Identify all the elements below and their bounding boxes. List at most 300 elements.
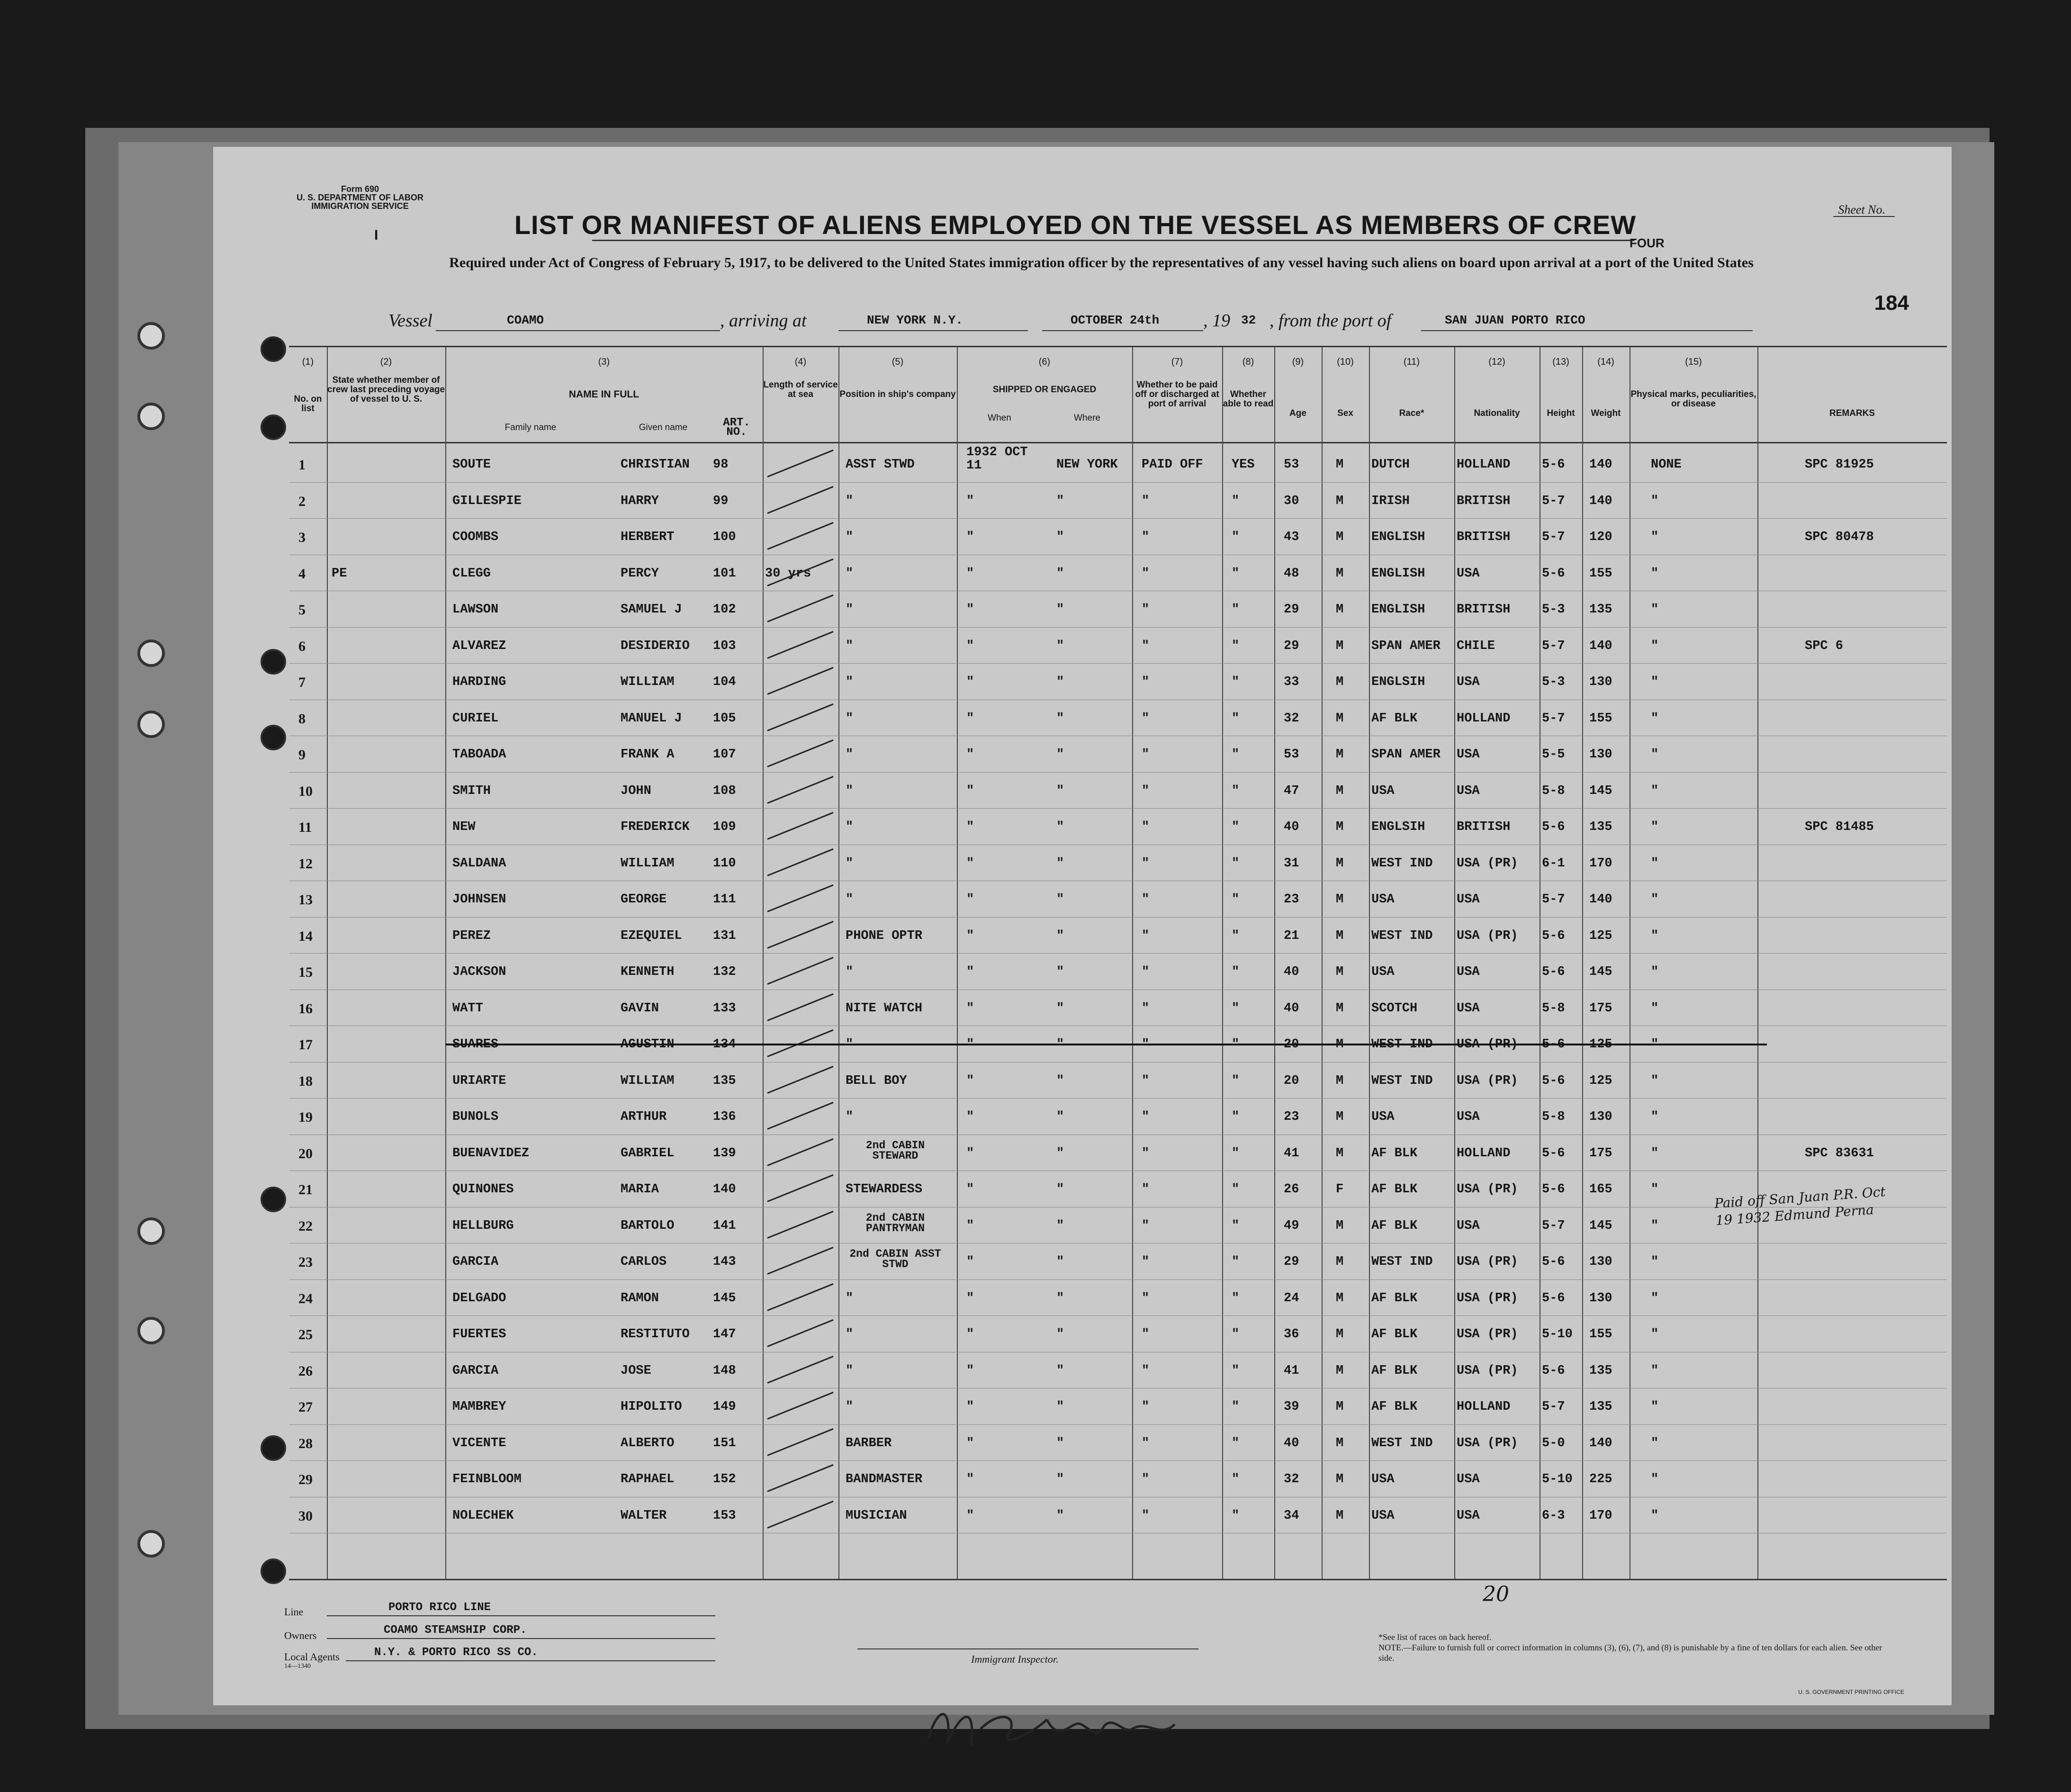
family-name-cell: SALDANA xyxy=(452,856,506,871)
height-cell: 5-6 xyxy=(1542,1291,1565,1306)
binder-hole xyxy=(137,639,165,667)
height-cell: 5-7 xyxy=(1542,1400,1565,1414)
physical-marks-cell: " xyxy=(1651,639,1659,653)
sheet-number-value: FOUR xyxy=(1630,236,1665,250)
where-cell: " xyxy=(1056,675,1064,689)
given-name-cell: MARIA xyxy=(621,1182,659,1197)
sex-cell: M xyxy=(1336,965,1344,979)
family-name-cell: HARDING xyxy=(452,675,506,689)
row-rule xyxy=(289,1279,1947,1280)
age-cell: 32 xyxy=(1284,1472,1299,1486)
able-read-cell: " xyxy=(1232,747,1240,762)
age-cell: 40 xyxy=(1284,1436,1299,1450)
vessel-label: Vessel xyxy=(388,311,432,331)
where-cell: " xyxy=(1056,639,1064,653)
binder-hole xyxy=(137,1317,165,1344)
race-cell: ENGLISH xyxy=(1371,603,1425,617)
age-cell: 20 xyxy=(1284,1073,1299,1088)
punch-hole xyxy=(261,1435,286,1461)
binder-hole xyxy=(137,322,165,350)
remarks-cell: SPC 81485 xyxy=(1805,820,1874,834)
race-cell: ENGLISH xyxy=(1371,566,1425,581)
inspector-signature xyxy=(924,1701,1180,1753)
row-number: 8 xyxy=(298,711,306,727)
where-cell: " xyxy=(1056,783,1064,798)
paid-off-cell: " xyxy=(1142,1400,1150,1414)
where-cell: " xyxy=(1056,1508,1064,1523)
header-where: Where xyxy=(1074,413,1100,423)
given-name-cell: RAPHAEL xyxy=(621,1472,675,1486)
when-cell: " xyxy=(966,1073,974,1088)
row-number: 13 xyxy=(298,892,313,908)
weight-cell: 130 xyxy=(1589,1110,1612,1124)
physical-marks-cell: " xyxy=(1651,1001,1659,1016)
sex-cell: F xyxy=(1336,1182,1344,1197)
family-name-cell: FEINBLOOM xyxy=(452,1472,522,1486)
given-name-cell: DESIDERIO xyxy=(621,639,690,653)
art-number-cell: 101 xyxy=(713,566,736,581)
tick-mark xyxy=(767,1174,833,1202)
family-name-cell: VICENTE xyxy=(452,1436,506,1450)
page-subtitle: Required under Act of Congress of February 5, 1917, to be delivered to the United States immigration officer by the representatives of any vessel having such aliens on board upon arrival at a port of the United States xyxy=(449,255,1754,270)
footer-line-label: Line xyxy=(284,1606,304,1618)
where-cell: " xyxy=(1056,494,1064,508)
physical-marks-cell: " xyxy=(1651,566,1659,581)
row-number: 29 xyxy=(298,1472,313,1487)
height-cell: 5-7 xyxy=(1542,1218,1565,1233)
when-cell: " xyxy=(966,1508,974,1523)
column-rule xyxy=(1274,347,1275,1579)
physical-marks-cell: " xyxy=(1651,675,1659,689)
column-rule xyxy=(1757,347,1758,1579)
nationality-cell: BRITISH xyxy=(1457,820,1511,834)
family-name-cell: DELGADO xyxy=(452,1291,506,1306)
height-cell: 5-8 xyxy=(1542,1001,1565,1016)
footer-form-code: 14—1340 xyxy=(284,1663,311,1670)
column-number: (10) xyxy=(1337,357,1354,367)
binder-hole xyxy=(137,711,165,738)
when-cell: " xyxy=(966,494,974,508)
column-rule xyxy=(763,347,764,1579)
column-rule xyxy=(327,347,328,1579)
where-cell: " xyxy=(1056,1182,1064,1197)
column-number: (14) xyxy=(1597,357,1614,367)
art-number-cell: 131 xyxy=(713,928,736,943)
race-cell: WEST IND xyxy=(1371,1073,1433,1088)
position-cell: " xyxy=(846,856,854,871)
family-name-cell: NOLECHEK xyxy=(452,1508,514,1523)
position-cell: PHONE OPTR xyxy=(846,928,923,943)
weight-cell: 140 xyxy=(1589,639,1612,653)
when-cell: " xyxy=(966,1472,974,1486)
race-cell: WEST IND xyxy=(1371,856,1433,871)
row-rule xyxy=(289,1424,1947,1425)
row-number: 4 xyxy=(298,566,306,582)
age-cell: 47 xyxy=(1284,783,1299,798)
when-cell: " xyxy=(966,1291,974,1306)
sex-cell: M xyxy=(1336,1255,1344,1269)
state-last-voyage-cell: PE xyxy=(332,566,347,581)
art-number-cell: 145 xyxy=(713,1291,736,1306)
race-cell: AF BLK xyxy=(1371,1182,1418,1197)
art-number-cell: 109 xyxy=(713,820,736,834)
race-cell: USA xyxy=(1371,1508,1395,1523)
row-number: 30 xyxy=(298,1508,313,1524)
footer-agents-label: Local Agents xyxy=(284,1651,340,1663)
age-cell: 29 xyxy=(1284,1255,1299,1269)
inspector-label: Immigrant Inspector. xyxy=(971,1653,1059,1665)
row-number: 24 xyxy=(298,1290,313,1306)
where-cell: " xyxy=(1056,530,1064,544)
art-number-cell: 103 xyxy=(713,639,736,653)
family-name-cell: QUINONES xyxy=(452,1182,514,1197)
weight-cell: 120 xyxy=(1589,530,1612,544)
row-number: 26 xyxy=(298,1363,313,1379)
small-mark: I xyxy=(374,227,378,243)
when-cell: " xyxy=(966,1001,974,1016)
title-underline xyxy=(592,240,1634,241)
handwritten-note: Paid off San Juan P.R. Oct 19 1932 Edmund Perna xyxy=(1714,1184,1886,1229)
row-number: 23 xyxy=(298,1254,313,1270)
sex-cell: M xyxy=(1336,458,1344,472)
footer-owners-underline xyxy=(327,1638,715,1639)
position-cell: BANDMASTER xyxy=(846,1472,923,1486)
row-number: 11 xyxy=(298,819,312,835)
where-cell: " xyxy=(1056,711,1064,726)
header-family-name: Family name xyxy=(504,423,557,432)
physical-marks-cell: " xyxy=(1651,856,1659,871)
sex-cell: M xyxy=(1336,892,1344,907)
nationality-cell: USA xyxy=(1457,566,1480,581)
art-number-cell: 151 xyxy=(713,1436,736,1450)
physical-marks-cell: " xyxy=(1651,494,1659,508)
position-cell: MUSICIAN xyxy=(846,1508,907,1523)
race-cell: DUTCH xyxy=(1371,458,1410,472)
position-cell: " xyxy=(846,783,854,798)
nationality-cell: USA xyxy=(1457,1508,1480,1523)
race-cell: USA xyxy=(1371,1472,1395,1486)
weight-cell: 130 xyxy=(1589,1291,1612,1306)
row-rule xyxy=(289,663,1947,664)
column-rule xyxy=(1322,347,1323,1579)
physical-marks-cell: " xyxy=(1651,1363,1659,1378)
height-cell: 5-7 xyxy=(1542,494,1565,508)
footnote xyxy=(1378,1632,1900,1663)
family-name-cell: ALVAREZ xyxy=(452,639,506,653)
where-cell: " xyxy=(1056,747,1064,762)
given-name-cell: ARTHUR xyxy=(621,1110,667,1124)
sheet-number-line xyxy=(1833,216,1895,217)
nationality-cell: HOLLAND xyxy=(1457,711,1511,726)
where-cell: " xyxy=(1056,566,1064,581)
when-cell: " xyxy=(966,1182,974,1197)
header-shipped-engaged: SHIPPED OR ENGAGED xyxy=(992,385,1097,395)
nationality-cell: USA xyxy=(1457,1218,1480,1233)
weight-cell: 225 xyxy=(1589,1472,1612,1486)
height-cell: 5-6 xyxy=(1542,1146,1565,1161)
weight-cell: 155 xyxy=(1589,1327,1612,1342)
column-number: (8) xyxy=(1242,357,1254,367)
age-cell: 40 xyxy=(1284,965,1299,979)
weight-cell: 145 xyxy=(1589,1218,1612,1233)
nationality-cell: BRITISH xyxy=(1457,494,1511,508)
header-no-on-list: No. on list xyxy=(294,394,322,414)
given-name-cell: FREDERICK xyxy=(621,820,690,834)
age-cell: 41 xyxy=(1284,1363,1299,1378)
physical-marks-cell: " xyxy=(1651,965,1659,979)
able-read-cell: " xyxy=(1232,1001,1240,1016)
tick-mark xyxy=(767,703,833,731)
able-read-cell: " xyxy=(1232,783,1240,798)
row-number: 5 xyxy=(298,602,306,618)
nationality-cell: USA xyxy=(1457,965,1480,979)
row-number: 10 xyxy=(298,783,313,799)
column-number: (9) xyxy=(1292,357,1304,367)
paid-off-cell: " xyxy=(1142,783,1150,798)
height-cell: 6-1 xyxy=(1542,856,1565,871)
age-cell: 36 xyxy=(1284,1327,1299,1342)
position-cell: " xyxy=(846,965,854,979)
weight-cell: 140 xyxy=(1589,494,1612,508)
when-cell: " xyxy=(966,928,974,943)
physical-marks-cell: " xyxy=(1651,1508,1659,1523)
header-remarks: REMARKS xyxy=(1829,408,1875,418)
race-cell: SCOTCH xyxy=(1371,1001,1418,1016)
given-name-cell: MANUEL J xyxy=(621,711,682,726)
tick-mark xyxy=(767,993,833,1021)
height-cell: 5-7 xyxy=(1542,892,1565,907)
column-number: (3) xyxy=(598,357,610,367)
nationality-cell: BRITISH xyxy=(1457,603,1511,617)
row-rule xyxy=(289,482,1947,483)
weight-cell: 175 xyxy=(1589,1001,1612,1016)
able-read-cell: " xyxy=(1232,1472,1240,1486)
tick-mark xyxy=(767,920,833,948)
row-number: 21 xyxy=(298,1182,313,1198)
when-cell: " xyxy=(966,1110,974,1124)
able-read-cell: " xyxy=(1232,1436,1240,1450)
department-name: U. S. DEPARTMENT OF LABOR xyxy=(297,193,423,202)
height-cell: 5-6 xyxy=(1542,820,1565,834)
art-number-cell: 135 xyxy=(713,1073,736,1088)
footer-owners-label: Owners xyxy=(284,1630,317,1641)
able-read-cell: YES xyxy=(1232,458,1255,472)
form-identifier xyxy=(284,185,436,210)
weight-cell: 145 xyxy=(1589,783,1612,798)
tick-mark xyxy=(767,1210,833,1238)
weight-cell: 145 xyxy=(1589,965,1612,979)
punch-hole xyxy=(261,1558,286,1584)
where-cell: " xyxy=(1056,1436,1064,1450)
weight-cell: 170 xyxy=(1589,856,1612,871)
family-name-cell: HELLBURG xyxy=(452,1218,514,1233)
age-cell: 32 xyxy=(1284,711,1299,726)
row-rule xyxy=(289,772,1947,773)
physical-marks-cell: NONE xyxy=(1651,458,1682,472)
art-number-cell: 100 xyxy=(713,530,736,544)
where-cell: " xyxy=(1056,1037,1064,1052)
nationality-cell: USA xyxy=(1457,892,1480,907)
able-read-cell: " xyxy=(1232,1400,1240,1414)
tick-mark xyxy=(767,1500,833,1528)
sex-cell: M xyxy=(1336,1291,1344,1306)
art-number-cell: 132 xyxy=(713,965,736,979)
paid-off-cell: " xyxy=(1142,1218,1150,1233)
service-name: IMMIGRATION SERVICE xyxy=(311,201,409,211)
nationality-cell: USA xyxy=(1457,1472,1480,1486)
row-number: 6 xyxy=(298,638,306,654)
physical-marks-cell: " xyxy=(1651,1218,1659,1233)
sex-cell: M xyxy=(1336,1508,1344,1523)
physical-marks-cell: " xyxy=(1651,1182,1659,1197)
nationality-cell: USA xyxy=(1457,1110,1480,1124)
race-cell: WEST IND xyxy=(1371,1436,1433,1450)
race-cell: ENGLSIH xyxy=(1371,675,1425,689)
race-cell: AF BLK xyxy=(1371,1363,1418,1378)
column-rule xyxy=(1222,347,1223,1579)
row-number: 19 xyxy=(298,1109,313,1125)
race-cell: AF BLK xyxy=(1371,1291,1418,1306)
remarks-cell: SPC 80478 xyxy=(1805,530,1874,544)
race-cell: SPAN AMER xyxy=(1371,747,1441,762)
art-number-cell: 148 xyxy=(713,1363,736,1378)
family-name-cell: CURIEL xyxy=(452,711,499,726)
sheet-number-label: Sheet No. xyxy=(1838,203,1885,216)
position-cell: " xyxy=(846,675,854,689)
year-value: 32 xyxy=(1241,313,1256,327)
able-read-cell: " xyxy=(1232,1110,1240,1124)
able-read-cell: " xyxy=(1232,1073,1240,1088)
row-number: 25 xyxy=(298,1327,313,1342)
family-name-cell: SOUTE xyxy=(452,458,491,472)
header-divider xyxy=(289,442,1947,443)
header-physical-marks: Physical marks, peculiarities, or disease xyxy=(1630,389,1756,409)
sex-cell: M xyxy=(1336,928,1344,943)
family-name-cell: GARCIA xyxy=(452,1363,499,1378)
column-rule xyxy=(1582,347,1583,1579)
race-cell: ENGLSIH xyxy=(1371,820,1425,834)
physical-marks-cell: " xyxy=(1651,783,1659,798)
race-cell: USA xyxy=(1371,965,1395,979)
sex-cell: M xyxy=(1336,639,1344,653)
able-read-cell: " xyxy=(1232,1508,1240,1523)
physical-marks-cell: " xyxy=(1651,928,1659,943)
physical-marks-cell: " xyxy=(1651,1291,1659,1306)
nationality-cell: USA (PR) xyxy=(1457,928,1518,943)
nationality-cell: HOLLAND xyxy=(1457,458,1511,472)
height-cell: 5-8 xyxy=(1542,783,1565,798)
row-number: 9 xyxy=(298,747,306,763)
length-service-cell: 30 yrs xyxy=(765,566,811,581)
position-cell: BELL BOY xyxy=(846,1073,907,1088)
height-cell: 5-5 xyxy=(1542,747,1565,762)
age-cell: 53 xyxy=(1284,747,1299,762)
able-read-cell: " xyxy=(1232,1037,1240,1052)
when-cell: " xyxy=(966,1327,974,1342)
sex-cell: M xyxy=(1336,1146,1344,1161)
able-read-cell: " xyxy=(1232,856,1240,871)
position-cell: " xyxy=(846,1037,854,1052)
race-cell: SPAN AMER xyxy=(1371,639,1441,653)
paid-off-cell: " xyxy=(1142,711,1150,726)
race-cell: AF BLK xyxy=(1371,1327,1418,1342)
row-rule xyxy=(289,1315,1947,1316)
age-cell: 31 xyxy=(1284,856,1299,871)
race-cell: WEST IND xyxy=(1371,1255,1433,1269)
family-name-cell: COOMBS xyxy=(452,530,499,544)
from-port-label: , from the port of xyxy=(1270,311,1392,331)
art-number-cell: 105 xyxy=(713,711,736,726)
paid-off-cell: " xyxy=(1142,1472,1150,1486)
given-name-cell: EZEQUIEL xyxy=(621,928,682,943)
able-read-cell: " xyxy=(1232,1291,1240,1306)
given-name-cell: SAMUEL J xyxy=(621,603,682,617)
tick-mark xyxy=(767,1392,833,1420)
physical-marks-cell: " xyxy=(1651,603,1659,617)
age-cell: 21 xyxy=(1284,928,1299,943)
nationality-cell: USA (PR) xyxy=(1457,1327,1518,1342)
header-paid-off: Whether to be paid off or discharged at port of arrival xyxy=(1135,380,1219,409)
height-cell: 5-8 xyxy=(1542,1110,1565,1124)
paid-off-cell: PAID OFF xyxy=(1142,458,1203,472)
height-cell: 5-10 xyxy=(1542,1472,1573,1486)
when-cell: " xyxy=(966,1037,974,1052)
nationality-cell: CHILE xyxy=(1457,639,1495,653)
paid-off-cell: " xyxy=(1142,820,1150,834)
row-rule xyxy=(289,953,1947,954)
height-cell: 6-3 xyxy=(1542,1508,1565,1523)
tick-mark xyxy=(767,1319,833,1347)
header-weight: Weight xyxy=(1591,408,1621,418)
able-read-cell: " xyxy=(1232,1182,1240,1197)
given-name-cell: CARLOS xyxy=(621,1255,667,1269)
height-cell: 5-7 xyxy=(1542,639,1565,653)
column-number: (11) xyxy=(1403,357,1420,367)
age-cell: 29 xyxy=(1284,639,1299,653)
able-read-cell: " xyxy=(1232,566,1240,581)
given-name-cell: KENNETH xyxy=(621,965,675,979)
footnote-races: *See list of races on back hereof. xyxy=(1378,1632,1492,1642)
when-cell: " xyxy=(966,603,974,617)
position-cell: " xyxy=(846,820,854,834)
family-name-cell: SMITH xyxy=(452,783,491,798)
when-cell: " xyxy=(966,1146,974,1161)
race-cell: WEST IND xyxy=(1371,1037,1433,1052)
port-underline xyxy=(1421,330,1753,331)
physical-marks-cell: " xyxy=(1651,1073,1659,1088)
paid-off-cell: " xyxy=(1142,1037,1150,1052)
age-cell: 34 xyxy=(1284,1508,1299,1523)
paid-off-cell: " xyxy=(1142,928,1150,943)
nationality-cell: USA (PR) xyxy=(1457,1363,1518,1378)
row-rule xyxy=(289,1098,1947,1099)
sex-cell: M xyxy=(1336,1037,1344,1052)
column-number: (2) xyxy=(380,357,392,367)
sex-cell: M xyxy=(1336,675,1344,689)
position-cell: NITE WATCH xyxy=(846,1001,923,1016)
family-name-cell: FUERTES xyxy=(452,1327,506,1342)
punch-hole xyxy=(261,1187,286,1212)
position-cell: " xyxy=(846,530,854,544)
position-cell: " xyxy=(846,566,854,581)
age-cell: 49 xyxy=(1284,1218,1299,1233)
paid-off-cell: " xyxy=(1142,1363,1150,1378)
weight-cell: 135 xyxy=(1589,1400,1612,1414)
paid-off-cell: " xyxy=(1142,603,1150,617)
header-position: Position in ship's company xyxy=(839,389,956,399)
weight-cell: 125 xyxy=(1589,1037,1612,1052)
paid-off-cell: " xyxy=(1142,965,1150,979)
